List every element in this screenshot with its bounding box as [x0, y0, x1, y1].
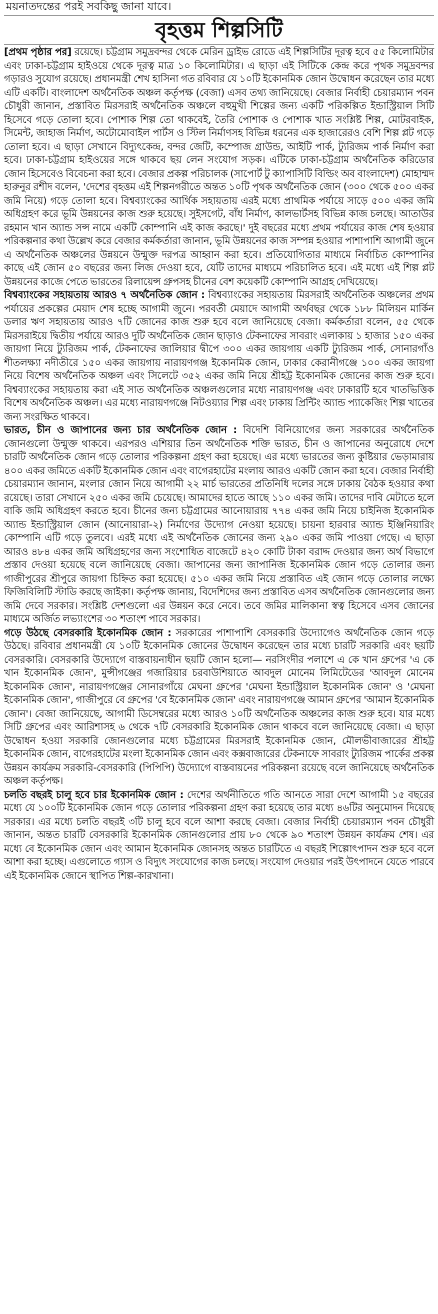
article-paragraph — [4, 789, 434, 884]
paragraph-text: দেশের অর্থনীতিতে গতি আনতে সারা দেশে আগামী ১৫ বছরের মধ্যে যে ১০০টি ইকোনমিক জোন গড়ে তোলার পরিকল্পনা গ্রহণ করা হয়েছে তার মধ্যে ৪৬টির অনুমোদন দিয়েছে সরকার। এর মধ্যে চলতি বছরই ৩টি চালু হবে বলে আশা করছে বেজা। বেজার নির্বাহী চেয়ারম্যান পবন চৌধুরী জানান, অন্তত চারটি বেসরকারি ইকোনমিক জোনগুলোর প্রায় ৮০ থেকে ৯০ শতাংশ উন্নয়ন কার্যক্রম শেষ। এর মধ্যে বে ইকোনমিক জোন এবং আমান ইকোনমিক জোনসহ অন্তত চারটিতে এ বছরই শিল্পোৎপাদন শুরু হবে বলে আশা করা হচ্ছে। এগুলোতে গ্যাস ও বিদ্যুৎ সংযোগের কাজ চলছে। সংযোগ দেওয়ার পরই উৎপাদনে যেতে পারবে এই ইকোনমিক জোনে স্থাপিত শিল্প-কারখানা। — [4, 789, 434, 882]
paragraph-text: রয়েছে। চট্টগ্রাম সমুদ্রবন্দর থেকে মেরিন ড্রাইভ রোডে এই শিল্পসিটির দূরত্ব হবে ৫৫ কিলোমিটার এবং ঢাকা-চট্টগ্রাম হাইওয়ে থেকে দূরত্ব মাত্র ১০ কিলোমিটার। এ ছাড়া এই সিটিকে কেন্দ্র করে পৃথক সমুদ্রবন্দর গড়ারও সুযোগ রয়েছে। প্রধানমন্ত্রী শেখ হাসিনা গত রবিবার যে ১০টি ইকোনমিক জোন উদ্বোধন করেছেন তার মধ্যে এটি একটি। বাংলাদেশ অর্থনৈতিক অঞ্চল কর্তৃপক্ষ (বেজা) এসব তথ্য জানিয়েছে। বেজার নির্বাহী চেয়ারম্যান পবন চৌধুরী জানান, প্রস্তাবিত মিরসরাই অর্থনৈতিক অঞ্চলে বহুমুখী শিল্পের জন্য একটি পরিকল্পিত ইন্ডাস্ট্রিয়াল সিটি হিসেবে গড়ে তোলা হবে। পোশাক শিল্প তো থাকবেই, তৈরি পোশাক ও পোশাক খাত সংশ্লিষ্ট শিল্প, মোটরবাইক, সিমেন্ট, জাহাজ নির্মাণ, অটোমোবাইল পার্টস ও স্টিল নির্মাণসহ বিভিন্ন ধরনের এক হাজারেরও বেশি শিল্প প্লট গড়ে তোলা হবে। এ ছাড়া সেখানে বিদ্যুৎকেন্দ্র, বন্দর জেটি, কম্পোজ গ্রাউন্ড, আইটি পার্ক, ট্যুরিজম পার্ক নির্মাণ করা হবে। ঢাকা-চট্টগ্রাম হাইওয়ের সঙ্গে থাকবে ছয় লেন সংযোগ সড়ক। এটিকে ঢাকা-চট্টগ্রাম অর্থনৈতিক করিডোর জোন হিসেবেও বিবেচনা করা হবে। বেজার প্রকল্প পরিচালক (সাপোর্ট টু ক্যাপাসিটি বিল্ডিং অব বাংলাদেশ) মোহাম্মদ হারুনুর রশীদ বলেন, 'দেশের বৃহত্তম এই শিল্পনগরীতে অন্তত ১০টি পৃথক অর্থনৈতিক জোন (৩০০ থেকে ৫০০ একর জমি নিয়ে) গড়ে তোলা হবে। বিশ্বব্যাংকের আর্থিক সহায়তায় এরই মধ্যে প্রাথমিক পর্যায়ে সাড়ে ৫০০ একর জমি অধিগ্রহণ করে ভূমি উন্নয়নের কাজ শুরু হয়েছে। সুইসগেট, বাঁধ নির্মাণ, কালভার্টসহ বিভিন্ন কাজ চলছে। আতাউর রহমান খান অ্যান্ড সন্স নামে একটি কোম্পানি এই কাজ করছে।' দুই বছরের মধ্যে প্রথম পর্যায়ের কাজ শেষ হওয়ার পরিকল্পনার কথা উল্লেখ করে বেজার কর্মকর্তারা জানান, ভূমি উন্নয়নের কাজ সম্পন্ন হওয়ার পাশাপাশি আগামী জুনে এ অর্থনৈতিক অঞ্চলের উন্নয়নে উন্মুক্ত দরপত্র আহ্বান করা হবে। প্রতিযোগিতার মাধ্যমে নির্বাচিত কোম্পানির কাছে এই জোন ৫০ বছরের জন্য লিজ দেওয়া হবে, যেটি তাদের মাধ্যমে পরিচালিত হবে। এই মধ্যে এই শিল্প প্লট উন্নয়নের কাজে পেতে ভারতের রিলায়েন্স গ্রুপসহ চীনের বেশ কয়েকটি কোম্পানি আগ্রহ দেখিয়েছে। — [4, 47, 435, 288]
paragraph-text: বিদেশি বিনিয়োগের জন্য সরকারের অর্থনৈতিক জোনগুলো উন্মুক্ত থাকবে। এরপরও এশিয়ার তিন অর্থনৈতিক শক্তি ভারত, চীন ও জাপানের অনুরোধে দেশে চারটি অর্থনৈতিক জোন গড়ে তোলার পরিকল্পনা গ্রহণ করা হয়েছে। এর মধ্যে ভারতের জন্য কুষ্টিয়ার ভেড়ামারায় ৪০০ একর জমিতে একটি ইকোনমিক জোন এবং বাগেরহাটের মংলায় আরও একটি জোন করা হবে। বেজার নির্বাহী চেয়ারম্যান জানান, মংলার জোন নিয়ে আগামী ২২ মার্চ ভারতের প্রতিনিধি দলের সঙ্গে ঢাকায় বৈঠক হওয়ার কথা রয়েছে। তারা সেখানে ২৫০ একর জমি চেয়েছে। আমাদের হাতে আছে ১১০ একর জমি। তাদের দাবি মেটাতে হলে বাকি জমি অধিগ্রহণ করতে হবে। চীনের জন্য চট্টগ্রামের আনোয়ারায় ৭৭৪ একর জমি নিয়ে চাইনিজ ইকোনমিক অ্যান্ড ইন্ডাস্ট্রিয়াল জোন (আনোয়ারা-২) নির্মাণের উদ্যোগ নেওয়া হয়েছে। চায়না হারবার অ্যান্ড ইঞ্জিনিয়ারিং কোম্পানি এটি গড়ে তুলবে। এরই মধ্যে এই অর্থনৈতিক জোনের জন্য ২৯০ একর জমি পাওয়া গেছে। এ ছাড়া আরও ৪৮৪ একর জমি অধিগ্রহণের জন্য সংশোধিত বাজেটে ৪২০ কোটি টাকা বরাদ্দ দেওয়ার জন্য অর্থ বিভাগে প্রস্তাব দেওয়া হয়েছে বলে জানিয়েছে বেজা। জাপানের জন্য জাপানিজ ইকোনমিক জোন গড়ে তোলার জন্য গাজীপুরের শ্রীপুরে জায়গা চিহ্নিত করা হয়েছে। ৫১০ একর জমি নিয়ে প্রস্তাবিত এই জোন গড়ে তোলার লক্ষ্যে ফিজিবিলিটি স্টাডি করছে জাইকা। কর্তৃপক্ষ জানায়, বিদেশিদের জন্য প্রস্তাবিত এসব অর্থনৈতিক জোনগুলোর জন্য জমি দেবে সরকার। সংশ্লিষ্ট দেশগুলো এর উন্নয়ন করে নেবে। তবে জমির মালিকানা স্বত্ব হিসেবে এসব জোনের মাধ্যমে অর্জিত লভ্যাংশের ৩০ শতাংশ পাবে সরকার। — [4, 425, 434, 625]
article-paragraph — [4, 289, 434, 424]
article-headline: বৃহত্তম শিল্পসিটি — [4, 15, 434, 45]
subheading: ভারত, চীন ও জাপানের জন্য চার অর্থনৈতিক জোন : — [4, 425, 237, 436]
paragraph-text: সরকারের পাশাপাশি বেসরকারি উদ্যোগেও অর্থনৈতিক জোন গড়ে উঠছে। রবিবার প্রধানমন্ত্রী যে ১০টি ইকোনমিক জোনের উদ্বোধন করেছেন তার মধ্যে চারটি সরকারি এবং ছয়টি বেসরকারি। বেসরকারি উদ্যোগে বাস্তবায়নাধীন ছয়টি জোন হলো— নরসিংদীর পলাশে এ কে খান গ্রুপের 'এ কে খান ইকোনমিক জোন', মুন্সীগঞ্জের গজারিয়ার চরবাউশিয়াতে আবদুল মোনেম লিমিটেডের 'আবদুল মোনেম ইকোনমিক জোন', নারায়ণগঞ্জের সোনারগাঁয়ে মেঘনা গ্রুপের 'মেঘনা ইন্ডাস্ট্রিয়াল ইকোনমিক জোন' ও 'মেঘনা ইকোনমিক জোন', গাজীপুরে বে গ্রুপের 'বে ইকোনমিক জোন' এবং নারায়ণগঞ্জে আমান গ্রুপের 'আমান ইকোনমিক জোন'। বেজা জানিয়েছে, আগামী ডিসেম্বরের মধ্যে আরও ১০টি অর্থনৈতিক অঞ্চলের কাজ শুরু হবে। যার মধ্যে সিটি গ্রুপের এবং আরিশাসহ ৬ থেকে ৭টি বেসরকারি ইকোনমিক জোন থাকবে বলে জানিয়েছে বেজা। এ ছাড়া উদ্বোধন হওয়া সরকারি জোনগুলোর মধ্যে চট্টগ্রামের মিরসরাই ইকোনমিক জোন, মৌলভীবাজারের শ্রীহট্ট ইকোনমিক জোন, বাগেরহাটের মংলা ইকোনমিক জোন এবং কক্সবাজারের টেকনাফে সাবরাং ট্যুরিজম পার্কের প্রকল্প উন্নয়ন কার্যক্রম সরকারি-বেসরকারি (পিপিপি) উদ্যোগে বাস্তবায়নের পরিকল্পনা রয়েছে বলে জানিয়েছে অর্থনৈতিক অঞ্চল কর্তৃপক্ষ। — [4, 627, 434, 787]
article-paragraph — [4, 424, 434, 627]
paragraph-text: বিশ্বব্যাংকের সহায়তায় মিরসরাই অর্থনৈতিক অঞ্চলের প্রথম পর্যায়ের প্রকল্পের মেয়াদ শেষ হচ্ছে আগামী জুনে। পরবর্তী মেয়াদে আগামী অর্থবছর থেকে ১৮৮ মিলিয়ন মার্কিন ডলার ঋণ সহায়তায় আরও ৭টি জোনের কাজ শুরু হবে বলে জানিয়েছে বেজা। কর্মকর্তারা বলেন, ৫৫ থেকে মিরসরাইয়ে দ্বিতীয় পর্যায়ে আরও দুটি অর্থনৈতিক জোন ছাড়াও টেকনাফের সাবরাং এলাকায় ১ হাজার ১৫০ একর জায়গা নিয়ে ট্যুরিজম পার্ক, টেকনাফের জালিয়ার দ্বীপে ৩০০ একর জায়গায় একটি ট্যুরিজম পার্ক, সোনারগাঁও শীতলক্ষ্যা নদীতীরে ১৫০ একর জায়গায় নারায়ণগঞ্জ ইকোনমিক জোন, ঢাকার কেরানীগঞ্জে ১০০ একর জায়গা নিয়ে বিশেষ অর্থনৈতিক অঞ্চল এবং সিলেটে ৩৫২ একর জমি নিয়ে শ্রীহট্ট ইকোনমিক জোনের কাজ শুরু হবে। বিশ্বব্যাংকের সহায়তায় করা এই সাত অর্থনৈতিক অঞ্চলগুলোর মধ্যে নারায়ণগঞ্জ এবং ঢাকারটি হবে খাতভিত্তিক বিশেষ অর্থনৈতিক অঞ্চল। এর মধ্যে নারায়ণগঞ্জে নিটওয়্যার শিল্প এবং ঢাকায় প্রিন্টিং অ্যান্ড প্যাকেজিং শিল্প খাতের জন্য সংরক্ষিত থাকবে। — [4, 290, 434, 423]
paragraph-lead: [প্রথম পৃষ্ঠার পর] — [4, 47, 72, 58]
subheading: বিশ্বব্যাংকের সহায়তায় আরও ৭ অর্থনৈতিক জোন : — [4, 290, 205, 301]
article-paragraph — [4, 46, 434, 289]
subheading: চলতি বছরই চালু হবে চার ইকোনমিক জোন : — [4, 789, 184, 801]
subheading: গড়ে উঠছে বেসরকারি ইকোনমিক জোন : — [4, 627, 172, 639]
article-paragraph — [4, 627, 434, 789]
article-body — [4, 46, 434, 883]
previous-article-tail: ময়নাতদন্তের পরই সবকিছু জানা যাবে। — [6, 0, 172, 13]
